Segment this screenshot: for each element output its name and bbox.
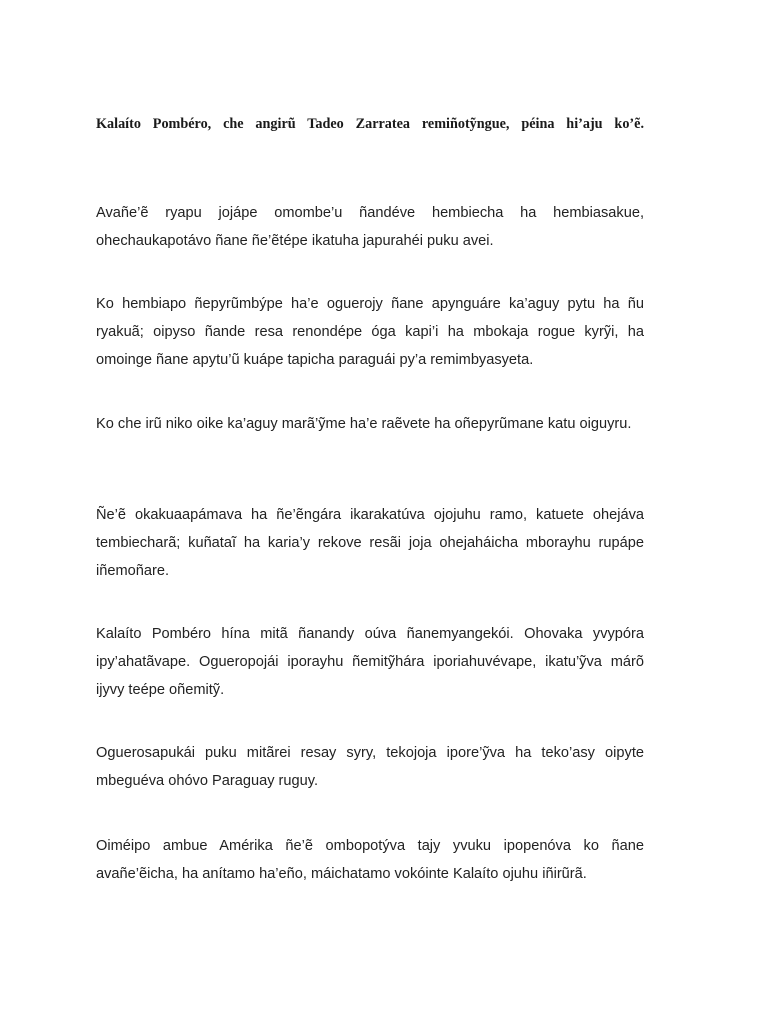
paragraph-2: Ko hembiapo ñepyrũmbýpe ha’e oguerojy ñane apynguáre ka’aguy pytu ha ñu ryakuã; oipyso ñande resa renondépe óga kapi’i ha mbokaja rogue kyrỹi, ha omoinge ñane apytu’ũ kuápe tapicha paraguái py’a remimbyasyeta. (96, 296, 644, 368)
paragraph-1: Avañe’ẽ ryapu jojápe omombe’u ñandéve hembiecha ha hembiasakue, ohechaukapotávo ñane ñe’ẽtépe ikatuha japurahéi puku avei. (96, 205, 644, 249)
paragraph-3: Ko che irũ niko oike ka’aguy marã’ỹme ha’e raẽvete ha oñepyrũmane katu oiguyru. (96, 416, 632, 432)
paragraph-4: Ñe’ẽ okakuaapámava ha ñe’ẽngára ikarakatúva ojojuhu ramo, katuete ohejáva tembiecharã; kuñataĩ ha karia’y rekove resãi joja ohejaháicha mborayhu rupápe iñemoñare. (96, 507, 644, 579)
paragraph-6: Oguerosapukái puku mitãrei resay syry, tekojoja ipore’ỹva ha teko’asy oipyte mbeguéva ohóvo Paraguay ruguy. (96, 745, 644, 789)
paragraph-5: Kalaíto Pombéro hína mitã ñanandy oúva ñanemyangekói. Ohovaka yvypóra ipy’ahatãvape. Ogueropojái iporayhu ñemitỹhára iporiahuvévape, ikatu’ỹva márõ ijyvy teépe oñemitỹ. (96, 626, 644, 698)
paragraph-7: Oiméipo ambue Amérika ñe’ẽ ombopotýva tajy yvuku ipopenóva ko ñane avañe’ẽicha, ha anítamo ha’eño, máichatamo vokóinte Kalaíto ojuhu iñirũrã. (96, 838, 644, 882)
document-title: Kalaíto Pombéro, che angirũ Tadeo Zarratea remiñotỹngue, péina hi’aju ko’ẽ. (96, 116, 644, 132)
